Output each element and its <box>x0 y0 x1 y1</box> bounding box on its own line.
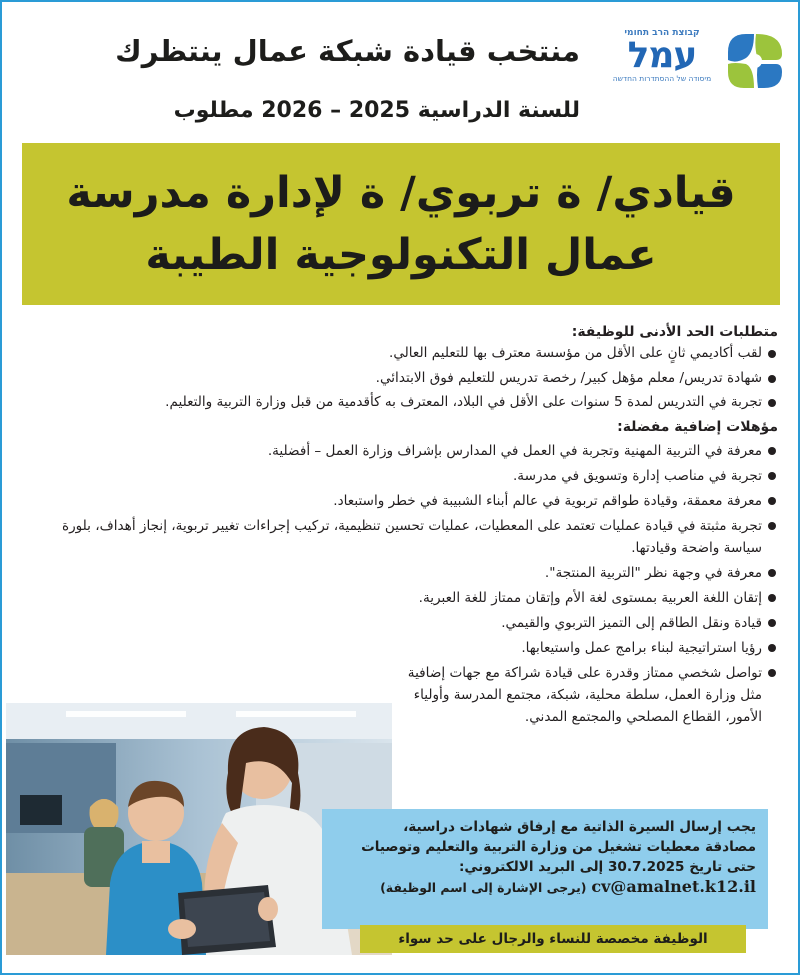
job-title-line-1: قيادي/ ة تربوي/ ة لإدارة مدرسة <box>66 168 736 218</box>
contact-line-3: حتى تاريخ 30.7.2025 إلى البريد الالكتروني: <box>458 859 756 875</box>
advantage-item: معرفة في وجهة نظر "التربية المنتجة". <box>30 562 778 584</box>
logo-main-text: עמל <box>627 35 697 76</box>
advantages-list <box>30 440 778 728</box>
application-email-link[interactable]: cv@amalnet.k12.il <box>591 877 756 896</box>
job-title-banner <box>22 143 780 305</box>
advantage-item: تواصل شخصي ممتاز وقدرة على قيادة شراكة مع جهات إضافية مثل وزارة العمل، سلطة محلية، شبكة، مجتمع المدرسة وأولياء الأمور، القطاع المصلحي والمجتمع المدني. <box>390 662 778 728</box>
contact-line-2: مصادقة معطيات تشغيل من وزارة التربية والتعليم وتوصيات <box>361 839 756 855</box>
logo-top-text: קבוצת הרב תחומי <box>624 28 700 38</box>
requirements-list <box>30 343 778 414</box>
advantage-item: إتقان اللغة العربية بمستوى لغة الأم وإتقان ممتاز للغة العبرية. <box>30 587 778 609</box>
requirements-title: متطلبات الحد الأدنى للوظيفة: <box>571 324 778 340</box>
job-title-line-2: عمال التكنولوجية الطيبة <box>145 230 657 280</box>
advantage-item: معرفة معمقة، وقيادة طواقم تربوية في عالم أبناء الشبيبة في خطر واستبعاد. <box>30 490 778 512</box>
requirement-item: شهادة تدريس/ معلم مؤهل كبير/ رخصة تدريس للتعليم فوق الابتدائي. <box>30 368 778 390</box>
advantage-item: تجربة في مناصب إدارة وتسويق في مدرسة. <box>30 465 778 487</box>
advantages-title: مؤهلات إضافية مفضلة: <box>617 418 778 435</box>
page-headline: منتخب قيادة شبكة عمال ينتظرك <box>115 34 580 68</box>
job-requirements <box>30 322 778 731</box>
logo-text <box>606 28 718 83</box>
advantage-item: تجربة مثبتة في قيادة عمليات تعتمد على المعطيات، عمليات تحسين تنظيمية، تركيب إجراءات تغيير تربوية، إنجاز أهداف، بلورة سياسة واضحة وقيادتها. <box>30 515 778 559</box>
application-instructions <box>322 809 768 929</box>
equal-opportunity-note: الوظيفة مخصصة للنساء والرجال على حد سواء <box>360 925 746 953</box>
logo-mark-icon <box>724 30 786 92</box>
amal-logo <box>606 26 786 96</box>
email-line <box>332 877 756 898</box>
contact-line-1: يجب إرسال السيرة الذاتية مع إرفاق شهادات دراسية، <box>403 819 756 835</box>
advantage-item: معرفة في التربية المهنية وتجربة في العمل في المدارس بإشراف وزارة العمل – أفضلية. <box>30 440 778 462</box>
requirement-item: تجربة في التدريس لمدة 5 سنوات على الأقل في البلاد، المعترف به كأقدمية من قبل وزارة التربية والتعليم. <box>30 392 778 414</box>
page-subheadline: للسنة الدراسية 2025 – 2026 مطلوب <box>173 98 580 123</box>
advantage-item: قيادة ونقل الطاقم إلى التميز التربوي والقيمي. <box>30 612 778 634</box>
advantage-item: رؤيا استراتيجية لبناء برامج عمل واستيعابها. <box>30 637 778 659</box>
email-note: (يرجى الإشارة إلى اسم الوظيفة) <box>380 880 587 895</box>
logo-sub-text: מיסודה של ההסתדרות החדשה <box>612 74 712 83</box>
requirement-item: لقب أكاديمي ثانٍ على الأقل من مؤسسة معترف بها للتعليم العالي. <box>30 343 778 365</box>
